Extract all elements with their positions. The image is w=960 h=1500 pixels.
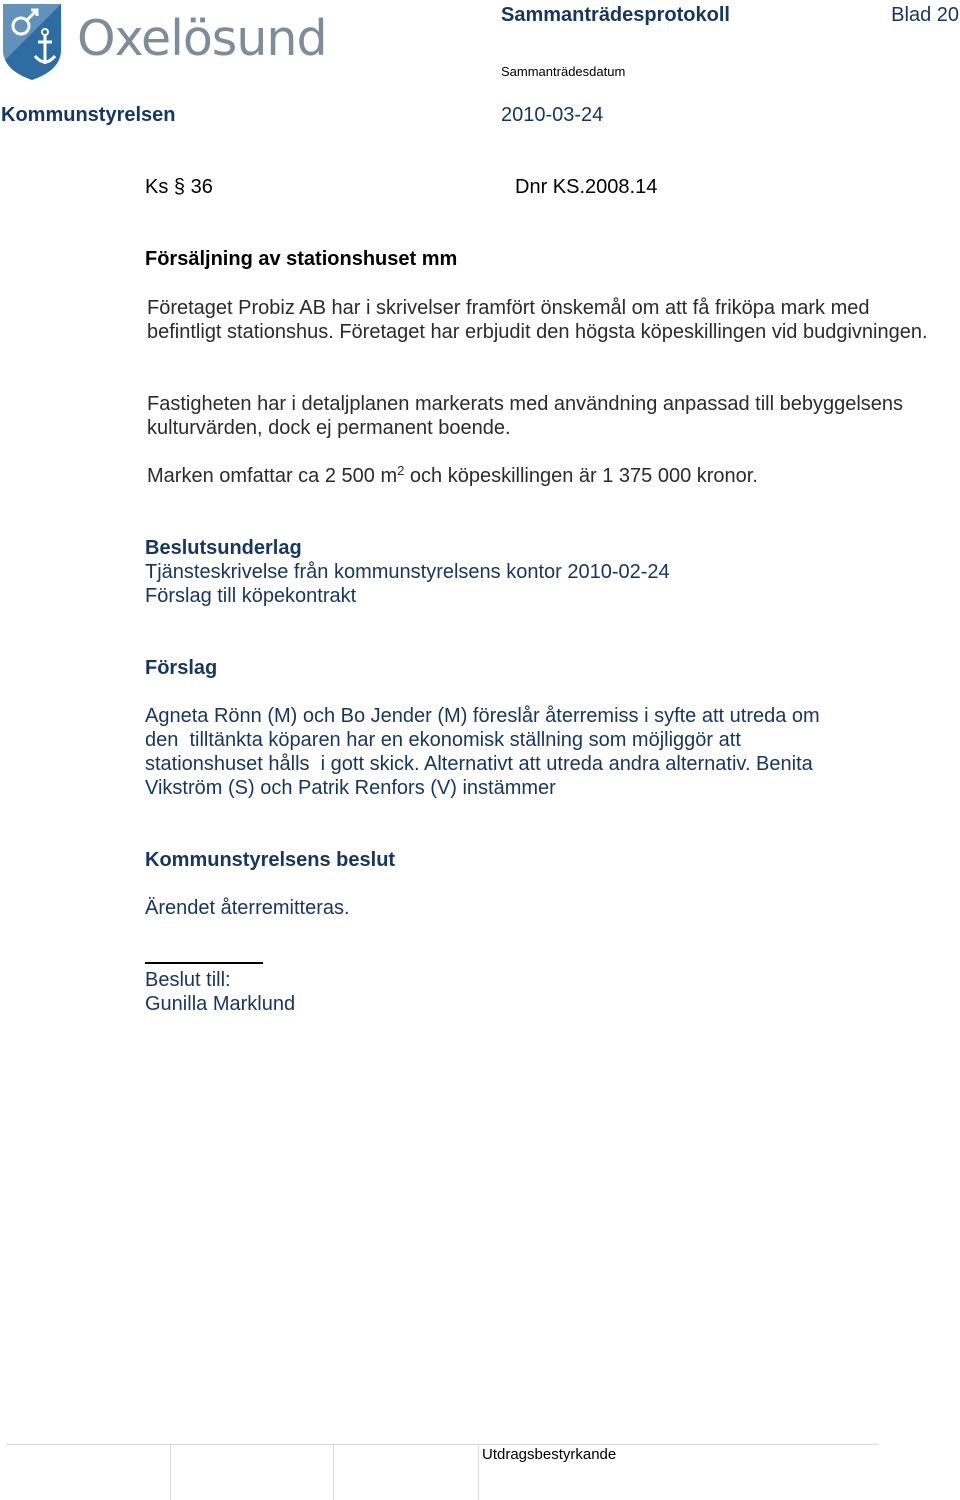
distribution	[145, 968, 935, 1016]
footer-divider	[6, 1444, 878, 1445]
area-unit-superscript: 2	[397, 463, 405, 478]
paragraph-number: Ks § 36	[145, 176, 213, 198]
proposal-heading: Förslag	[145, 657, 218, 679]
logo-wordmark: Oxelösund	[77, 10, 327, 67]
proposal-text: Agneta Rönn (M) och Bo Jender (M) föreslår återremiss i syfte att utreda om den tilltänkta köparen har en ekonomisk ställning som möjliggör att stationshuset hålls i gott skick. Alternativt att utreda andra alternativ. Benita Vikström (S) och Patrik Renfors (V) instämmer	[145, 705, 820, 799]
certification-label: Utdragsbestyrkande	[482, 1446, 617, 1463]
body-paragraph-2: Fastigheten har i detaljplanen markerats med användning anpassad till bebyggelsens kulturvärden, dock ej permanent boende.	[147, 393, 904, 439]
decision-basis-item: Tjänsteskrivelse från kommunstyrelsens kontor 2010-02-24	[145, 561, 670, 583]
price-text: och köpeskillingen är 1 375 000 kronor.	[404, 465, 758, 487]
document-type: Sammanträdesprotokoll	[501, 4, 730, 26]
body-paragraph-3	[147, 464, 937, 488]
decision-basis-item: Förslag till köpekontrakt	[145, 585, 357, 607]
municipality-logo	[1, 2, 341, 82]
case-title: Försäljning av stationshuset mm	[145, 248, 458, 270]
page-number: Blad 20	[891, 4, 959, 26]
decision-basis-heading: Beslutsunderlag	[145, 537, 302, 559]
footer-signature-box	[478, 1445, 479, 1500]
distribution-recipient: Gunilla Marklund	[145, 993, 296, 1015]
decision-text: Ärendet återremitteras.	[145, 897, 350, 919]
distribution-label: Beslut till:	[145, 969, 231, 991]
meeting-date-label: Sammanträdesdatum	[501, 64, 626, 79]
decision-heading: Kommunstyrelsens beslut	[145, 849, 396, 871]
footer-signature-box	[333, 1445, 334, 1500]
case-number: Dnr KS.2008.14	[515, 176, 658, 198]
area-text: Marken omfattar ca 2 500 m	[147, 465, 398, 487]
signature-divider	[145, 962, 263, 964]
organization-name: Kommunstyrelsen	[1, 104, 176, 126]
meeting-date: 2010-03-24	[501, 104, 604, 126]
footer-signature-box	[170, 1445, 171, 1500]
body-paragraph-1: Företaget Probiz AB har i skrivelser framfört önskemål om att få friköpa mark med befintligt stationshus. Företaget har erbjudit den högsta köpeskillingen vid budgivningen.	[147, 297, 928, 343]
decision-basis	[145, 536, 935, 608]
